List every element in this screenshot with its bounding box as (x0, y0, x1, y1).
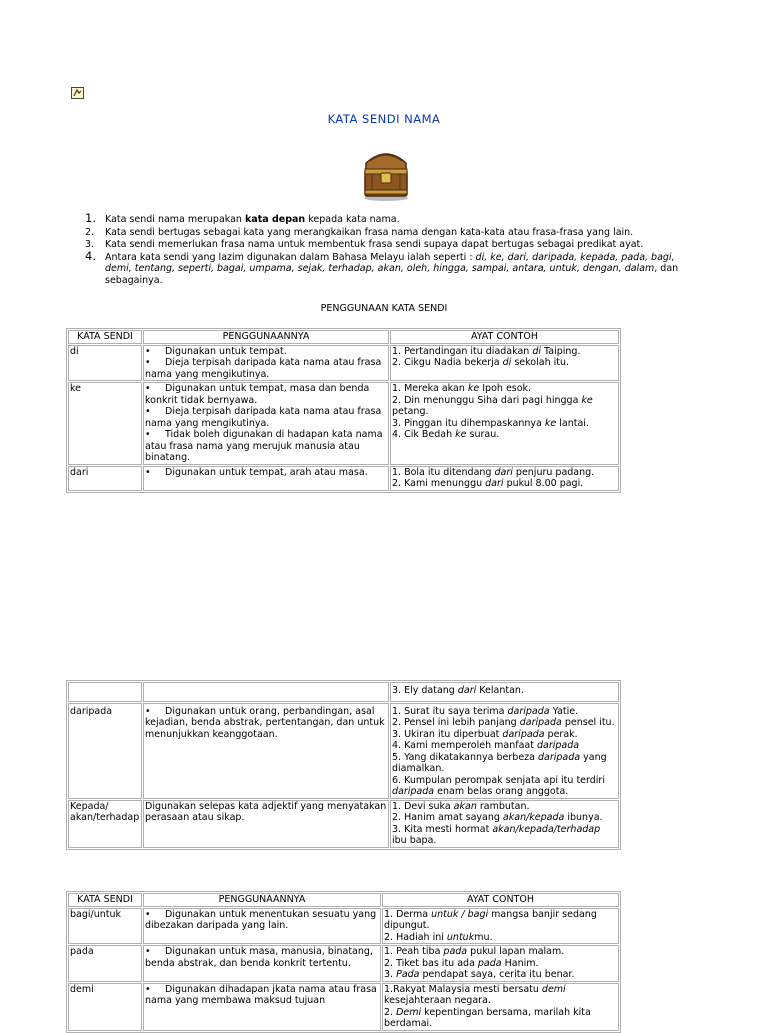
table-row (68, 466, 619, 491)
header-penggunaannya: PENGGUNAANNYA (143, 330, 389, 344)
usage-cell: • Digunakan untuk orang, perbandingan, asal kejadian, benda abstrak, pertentangan, dan untuk menunjukkan keanggotaan. (143, 703, 389, 799)
kata-cell (68, 682, 142, 702)
kata-cell: bagi/untuk (68, 908, 142, 945)
kata-sendi-table-1 (66, 328, 621, 493)
kata-cell: pada (68, 945, 142, 982)
example-cell: 1. Bola itu ditendang dari penjuru padang. 2. Kami menunggu dari pukul 8.00 pagi. (390, 466, 619, 491)
document-icon (71, 87, 84, 99)
kata-cell: Kepada/ akan/terhadap (68, 800, 142, 848)
section-heading: PENGGUNAAN KATA SENDI (320, 303, 448, 314)
intro-item: 4. Antara kata sendi yang lazim digunakan dalam Bahasa Melayu ialah seperti : di, ke, dari, daripada, kepada, pada, bagi, demi, tentang, seperti, bagai, umpama, sejak, terhadap, akan, oleh, hingga, sampai, antara, untuk, dengan, dalam, dan sebagainya. (85, 248, 679, 286)
table-row (68, 800, 619, 848)
usage-cell: • Digunakan untuk masa, manusia, binatang, benda abstrak, dan benda konkrit tertentu. (143, 945, 381, 982)
kata-cell: daripada (68, 703, 142, 799)
table-header-row (68, 330, 619, 344)
intro-item: 2. Kata sendi bertugas sebagai kata yang merangkaikan frasa nama dengan kata-kata atau frasa-frasa yang lain. (85, 226, 634, 238)
kata-cell: demi (68, 983, 142, 1031)
example-cell: 1. Mereka akan ke Ipoh esok. 2. Din menunggu Siha dari pagi hingga ke petang. 3. Pinggan itu dihempaskannya ke lantai. 4. Cik Bedah ke surau. (390, 382, 619, 465)
page-title: KATA SENDI NAMA (327, 112, 441, 126)
table-row (68, 382, 619, 465)
usage-cell: • Digunakan untuk tempat. • Dieja terpisah daripada kata nama atau frasa nama yang mengikutinya. (143, 345, 389, 382)
usage-cell: • Digunakan untuk tempat, arah atau masa. (143, 466, 389, 491)
header-ayat-contoh: AYAT CONTOH (382, 893, 619, 907)
usage-cell (143, 682, 389, 702)
intro-item: 1. Kata sendi nama merupakan kata depan kepada kata nama. (85, 211, 400, 225)
example-cell: 1. Pertandingan itu diadakan di Taiping. 2. Cikgu Nadia bekerja di sekolah itu. (390, 345, 619, 382)
example-cell: 1.Rakyat Malaysia mesti bersatu demi kesejahteraan negara. 2. Demi kepentingan bersama, marilah kita berdamai. (382, 983, 619, 1031)
kata-sendi-table-3 (66, 891, 621, 1033)
table-row (68, 703, 619, 799)
example-cell: 1. Devi suka akan rambutan. 2. Hanim amat sayang akan/kepada ibunya. 3. Kita mesti hormat akan/kepada/terhadap ibu bapa. (390, 800, 619, 848)
kata-cell: ke (68, 382, 142, 465)
kata-cell: dari (68, 466, 142, 491)
header-penggunaannya: PENGGUNAANNYA (143, 893, 381, 907)
example-cell: 3. Ely datang dari Kelantan. (390, 682, 619, 702)
header-kata-sendi: KATA SENDI (68, 893, 142, 907)
usage-cell: Digunakan selepas kata adjektif yang menyatakan perasaan atau sikap. (143, 800, 389, 848)
table-header-row (68, 893, 619, 907)
table-row (68, 682, 619, 702)
table-row (68, 983, 619, 1031)
usage-cell: • Digunakan untuk tempat, masa dan benda konkrit tidak bernyawa. • Dieja terpisah daripada kata nama atau frasa nama yang mengikutinya. • Tidak boleh digunakan di hadapan kata nama atau frasa nama yang merujuk manusia atau binatang. (143, 382, 389, 465)
intro-list (85, 211, 700, 287)
header-kata-sendi: KATA SENDI (68, 330, 142, 344)
intro-item: 3. Kata sendi memerlukan frasa nama untuk membentuk frasa sendi supaya dapat bertugas sebagai predikat ayat. (85, 239, 644, 250)
header-ayat-contoh: AYAT CONTOH (390, 330, 619, 344)
table-row (68, 945, 619, 982)
treasure-chest-icon (360, 143, 412, 201)
kata-sendi-table-2 (66, 680, 621, 850)
usage-cell: • Digunakan untuk menentukan sesuatu yang dibezakan daripada yang lain. (143, 908, 381, 945)
usage-cell: • Digunakan dihadapan jkata nama atau frasa nama yang membawa maksud tujuan (143, 983, 381, 1031)
example-cell: 1. Surat itu saya terima daripada Yatie. 2. Pensel ini lebih panjang daripada pensel itu. 3. Ukiran itu diperbuat daripada perak. 4. Kami memperoleh manfaat daripada 5. Yang dikatakannya berbeza daripada yang diamalkan. 6. Kumpulan perompak senjata api itu terdiri daripada enam belas orang anggota. (390, 703, 619, 799)
table-row (68, 908, 619, 945)
example-cell: 1. Peah tiba pada pukul lapan malam. 2. Tiket bas itu ada pada Hanim. 3. Pada pendapat saya, cerita itu benar. (382, 945, 619, 982)
kata-cell: di (68, 345, 142, 382)
example-cell: 1. Derma untuk / bagi mangsa banjir sedang dipungut. 2. Hadiah ini untukmu. (382, 908, 619, 945)
table-row (68, 345, 619, 382)
